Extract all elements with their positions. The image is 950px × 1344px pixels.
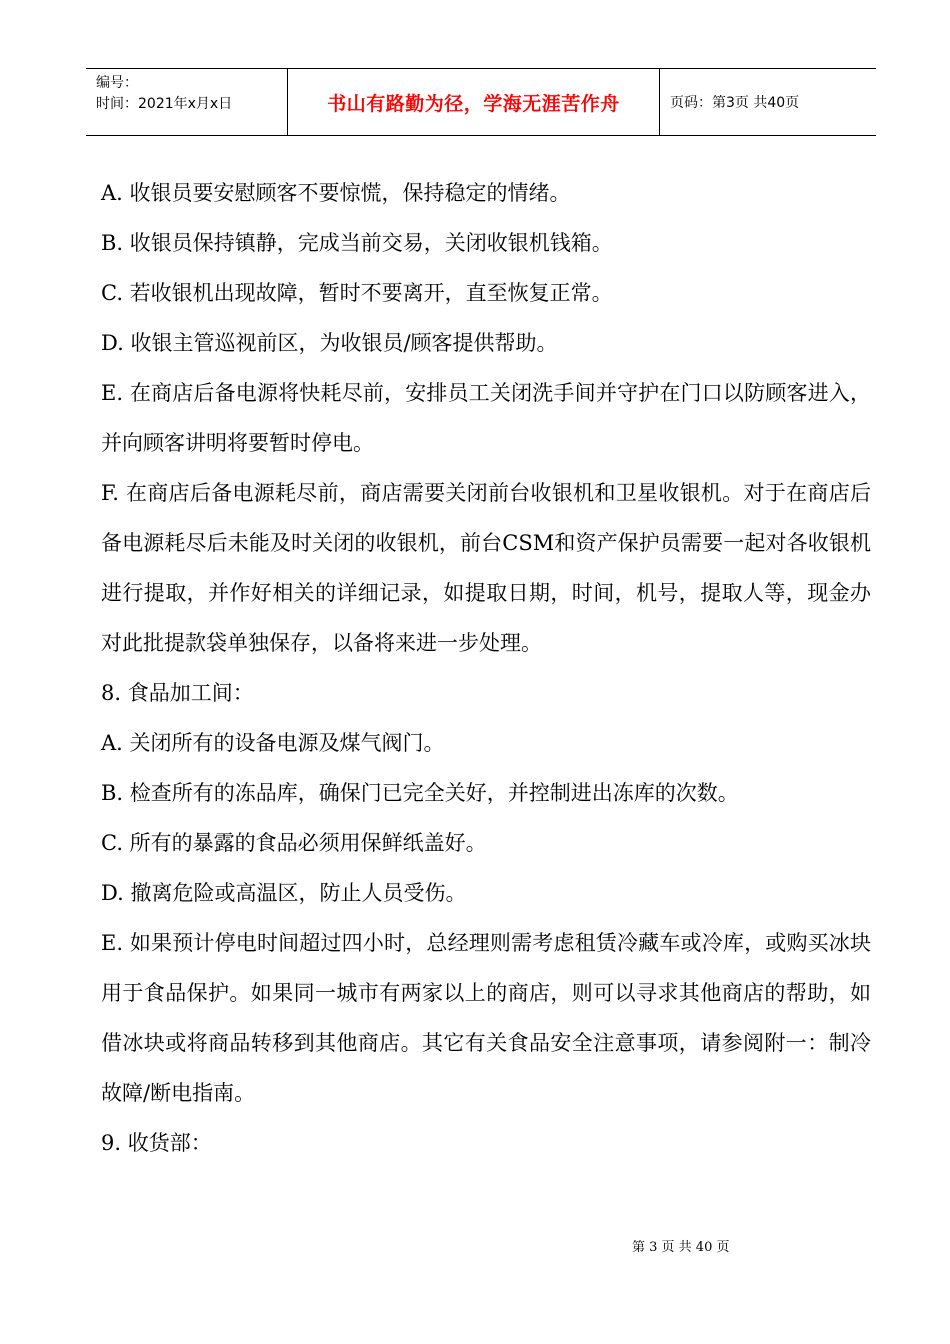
paragraph: C. 若收银机出现故障，暂时不要离开，直至恢复正常。 (101, 281, 613, 305)
page-footer: 第 3 页 共 40 页 (632, 1240, 730, 1255)
time-label: 时间：2021年x月x日 (96, 96, 233, 112)
paragraph: A. 关闭所有的设备电源及煤气阀门。 (101, 731, 445, 755)
header-motto: 书山有路勤为径，学海无涯苦作舟 (288, 69, 660, 135)
paragraph: B. 检查所有的冻品库，确保门已完全关好，并控制进出冻库的次数。 (101, 781, 739, 805)
section-heading: 9. 收货部： (101, 1131, 212, 1155)
paragraph: B. 收银员保持镇静，完成当前交易，关闭收银机钱箱。 (101, 231, 613, 255)
paragraph: C. 所有的暴露的食品必须用保鲜纸盖好。 (101, 831, 487, 855)
paragraph: D. 收银主管巡视前区，为收银员/顾客提供帮助。 (101, 331, 558, 355)
section-heading: 8. 食品加工间： (101, 681, 254, 705)
header-page-info: 页码：第3页 共40页 (670, 95, 800, 111)
paragraph: E. 在商店后备电源将快耗尽前，安排员工关闭洗手间并守护在门口以防顾客进入，并向顾客讲明将要暂时停电。 (101, 381, 871, 455)
page-header (86, 68, 876, 136)
paragraph: A. 收银员要安慰顾客不要惊慌，保持稳定的情绪。 (101, 181, 571, 205)
paragraph: E. 如果预计停电时间超过四小时，总经理则需考虑租赁冷藏车或冷库，或购买冰块用于食品保护。如果同一城市有两家以上的商店，则可以寻求其他商店的帮助，如借冰块或将商品转移到其他商店。其它有关食品安全注意事项，请参阅附一：制冷故障/断电指南。 (101, 931, 871, 1105)
paragraph: F. 在商店后备电源耗尽前，商店需要关闭前台收银机和卫星收银机。对于在商店后备电源耗尽后未能及时关闭的收银机，前台CSM和资产保护员需要一起对各收银机进行提取，并作好相关的详细记录，如提取日期，时间，机号，提取人等，现金办对此批提款袋单独保存，以备将来进一步处理。 (101, 481, 871, 655)
header-meta (86, 69, 288, 135)
document-body (101, 168, 871, 1168)
code-label: 编号： (96, 75, 138, 91)
paragraph: D. 撤离危险或高温区，防止人员受伤。 (101, 881, 467, 905)
